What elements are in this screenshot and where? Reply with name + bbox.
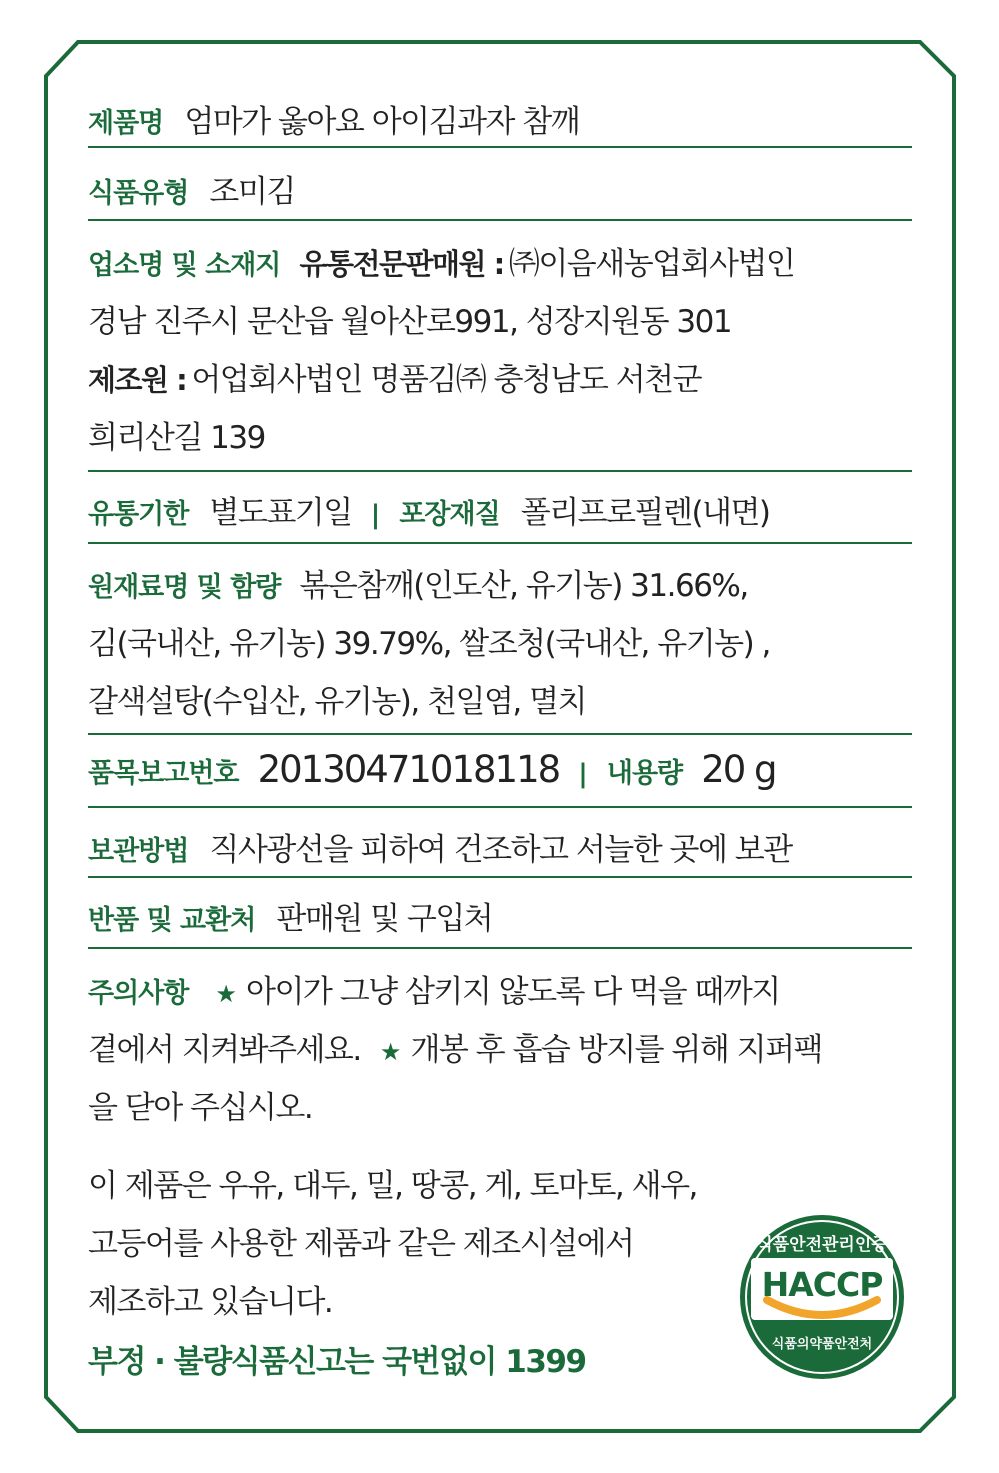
food-type-row — [88, 166, 295, 211]
distributor-label: 유통전문판매원 : — [299, 247, 504, 281]
returns-label: 반품 및 교환처 — [88, 905, 256, 936]
ingredients-line-3: 갈색설탕(수입산, 유기농), 천일염, 멸치 — [88, 684, 587, 720]
allergy-line-3: 제조하고 있습니다. — [88, 1284, 333, 1320]
product-label: 제품명 — [88, 108, 164, 139]
ingredients-label: 원재료명 및 함량 — [88, 572, 281, 603]
storage-label: 보관방법 — [88, 836, 189, 867]
report-hotline: 부정 · 불량식품신고는 국번없이 1399 — [88, 1344, 586, 1380]
report-number-value: 20130471018118 — [257, 748, 560, 791]
report-number-row — [88, 748, 776, 791]
divider — [88, 470, 912, 472]
maker-row — [88, 354, 701, 399]
haccp-logo-text: HACCP — [761, 1265, 883, 1304]
product-name: 엄마가 옳아요 아이김과자 참깨 — [184, 104, 580, 140]
caution-label: 주의사항 — [88, 978, 189, 1009]
food-type-label: 식품유형 — [88, 178, 189, 209]
divider — [88, 876, 912, 878]
returns-row — [88, 893, 492, 938]
storage-value: 직사광선을 피하여 건조하고 서늘한 곳에 보관 — [209, 832, 792, 868]
report-number-label: 품목보고번호 — [88, 758, 239, 789]
ingredients-line-1: 볶은참깨(인도산, 유기농) 31.66%, — [299, 568, 748, 604]
divider — [88, 146, 912, 148]
returns-value: 판매원 및 구입처 — [276, 901, 493, 937]
caution-line-3: 을 닫아 주십시오. — [88, 1090, 313, 1126]
divider — [88, 542, 912, 544]
haccp-seal-icon — [737, 1212, 907, 1382]
product-row — [88, 96, 579, 141]
caution-line-2 — [88, 1024, 822, 1069]
expiry-label: 유통기한 — [88, 499, 189, 530]
star-icon: ★ — [215, 980, 237, 1008]
haccp-top-text: 식품안전관리인증 — [756, 1235, 888, 1255]
divider — [88, 219, 912, 221]
packaging-label: 포장재질 — [399, 499, 500, 530]
packaging-value: 폴리프로필렌(내면) — [520, 495, 770, 531]
allergy-line-2: 고등어를 사용한 제품과 같은 제조시설에서 — [88, 1226, 634, 1262]
divider — [88, 806, 912, 808]
business-label: 업소명 및 소재지 — [88, 250, 281, 281]
maker-name: 어업회사법인 명품김㈜ 충청남도 서천군 — [191, 362, 702, 398]
net-content-label: 내용량 — [606, 758, 683, 789]
haccp-bottom-text: 식품의약품안전처 — [771, 1337, 873, 1352]
net-content-value: 20 g — [701, 748, 776, 791]
separator: | — [370, 500, 381, 530]
ingredients-row — [88, 560, 748, 605]
maker-label: 제조원 : — [88, 363, 187, 397]
allergy-line-1: 이 제품은 우유, 대두, 밀, 땅콩, 게, 토마토, 새우, — [88, 1168, 697, 1204]
caution-row — [88, 966, 780, 1011]
divider — [88, 947, 912, 949]
maker-address: 희리산길 139 — [88, 420, 265, 456]
distributor-name: ㈜이음새농업회사법인 — [508, 246, 795, 282]
separator: | — [578, 759, 588, 789]
ingredients-line-2: 김(국내산, 유기농) 39.79%, 쌀조청(국내산, 유기농) , — [88, 626, 770, 662]
divider — [88, 733, 912, 735]
star-icon: ★ — [379, 1038, 402, 1066]
distributor-address: 경남 진주시 문산읍 월아산로991, 성장지원동 301 — [88, 304, 732, 340]
caution-line-2a: 곁에서 지켜봐주세요. — [88, 1032, 361, 1068]
caution-line-2b: 개봉 후 흡습 방지를 위해 지퍼팩 — [410, 1032, 823, 1068]
expiry-packaging-row — [88, 487, 770, 532]
business-row — [88, 238, 794, 283]
food-type-value: 조미김 — [209, 174, 295, 210]
storage-row — [88, 824, 792, 869]
expiry-value: 별도표기일 — [209, 495, 352, 531]
caution-line-1: 아이가 그냥 삼키지 않도록 다 먹을 때까지 — [246, 974, 780, 1010]
